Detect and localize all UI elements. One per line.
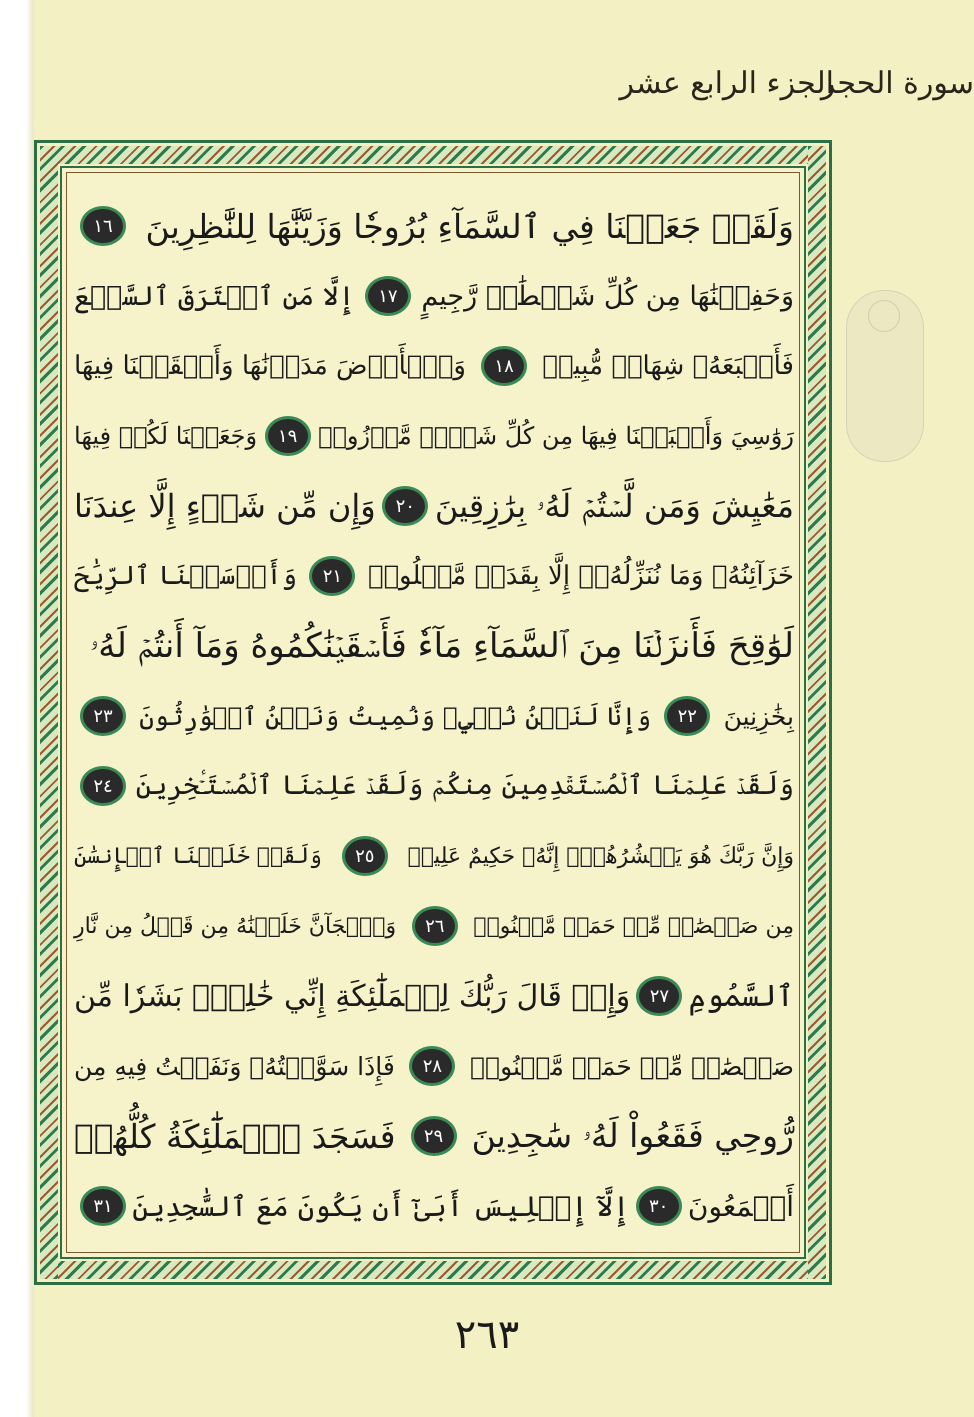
verse-text: لَوَٰقِحَ فَأَنزَلۡنَا مِنَ ٱلسَّمَآءِ مَآءٗ فَأَسۡقَيۡنَٰكُمُوهُ وَمَآ أَنتُمۡ لَهُۥ [89,626,794,666]
verse-text: صَلۡصَٰلٖ مِّنۡ حَمَإٖ مَّسۡنُونٖ [470,1051,794,1081]
verse-line [74,1170,794,1242]
verse-text: فَأَتۡبَعَهُۥ شِهَابٞ مُّبِينٞ [542,351,794,381]
verse-line [74,470,794,542]
verse-text: وَلَقَدۡ جَعَلۡنَا فِي ٱلسَّمَآءِ بُرُوجٗا وَزَيَّنَّٰهَا لِلنَّٰظِرِينَ [145,206,794,246]
verse-text: إِلَّا مَنِ ٱسۡتَرَقَ ٱلسَّمۡعَ [74,280,355,312]
verse-text: فَإِذَا سَوَّيۡتُهُۥ وَنَفَخۡتُ فِيهِ مِن [74,1051,395,1081]
frame-border-left [40,146,58,1279]
ayah-number: ٢٨ [422,1055,443,1077]
ayah-number: ١٦ [93,215,113,237]
verse-line [74,540,794,612]
ayah-number-marker [309,556,355,596]
verse-text: رَوَٰسِيَ وَأَنۢبَتۡنَا فِيهَا مِن كُلِّ شَيۡءٖ مَّوۡزُونٖ [318,422,794,450]
ayah-number: ٢٢ [677,705,697,727]
ayah-number: ١٧ [378,285,398,307]
verse-text: وَجَعَلۡنَا لَكُمۡ فِيهَا [74,422,258,450]
verse-text: إِلَّآ إِبۡلِيسَ أَبَىٰٓ أَن يَكُونَ مَعَ ٱلسَّٰجِدِينَ [132,1189,630,1223]
verse-line [74,1100,794,1172]
verse-text: فَسَجَدَ ٱلۡمَلَٰٓئِكَةُ كُلُّهُمۡ [74,1116,396,1156]
ayah-number: ٢٤ [93,775,113,797]
verse-text: وَلَقَدۡ عَلِمۡنَا ٱلۡمُسۡتَقۡدِمِينَ مِنكُمۡ وَلَقَدۡ عَلِمۡنَا ٱلۡمُسۡتَـٔۡخِرِينَ [135,770,794,801]
verse-text: وَٱلۡأَرۡضَ مَدَدۡنَٰهَا وَأَلۡقَيۡنَا فِيهَا [74,351,466,381]
verse-text: وَإِنَّا لَنَحۡنُ نُحۡيِۦ وَنُمِيتُ وَنَحۡنُ ٱلۡوَٰرِثُونَ [139,701,651,731]
ayah-number: ٣١ [93,1195,113,1217]
verse-text: أَجۡمَعُونَ [687,1189,794,1223]
verse-line [74,330,794,402]
frame-border-top [40,146,826,164]
page-edge [0,0,34,1417]
verse-text: مِن صَلۡصَٰلٖ مِّنۡ حَمَإٖ مَّسۡنُونٖ [473,913,794,939]
page-header [34,60,974,110]
ayah-number: ٢٠ [395,495,415,517]
ayah-number: ٢١ [322,565,343,587]
verse-line [74,960,794,1032]
ayah-number-marker [409,1046,455,1086]
verse-text: رُّوحِي فَقَعُواْ لَهُۥ سَٰجِدِينَ [471,1116,794,1155]
verse-text: وَإِنَّ رَبَّكَ هُوَ يَحۡشُرُهُمۡۚ إِنَّهُۥ حَكِيمٌ عَلِيمٞ [407,843,794,869]
ayah-number-marker [265,416,311,456]
ayah-number: ٢٧ [649,985,670,1007]
verse-line [74,400,794,472]
ayah-number: ٢٩ [423,1125,444,1147]
ayah-number-marker [481,346,527,386]
verse-text: خَزَآئِنُهُۥ وَمَا نُنَزِّلُهُۥٓ إِلَّا بِقَدَرٖ مَّعۡلُومٖ [367,561,794,591]
verse-line [74,190,794,262]
ayah-number: ٢٣ [93,705,113,727]
verse-text: وَإِذۡ قَالَ رَبُّكَ لِلۡمَلَٰٓئِكَةِ إِنِّي خَٰلِقُۢ بَشَرٗا مِّن [74,978,631,1014]
ayah-number-marker [411,1116,457,1156]
ayah-number-marker [342,836,388,876]
verse-line [74,820,794,892]
hizb-marker-top-ornament [868,300,900,332]
ayah-number: ٢٦ [425,915,445,937]
ayah-number-marker [636,1186,682,1226]
ayah-number: ١٩ [277,425,298,447]
verse-text: وَإِن مِّن شَيۡءٍ إِلَّا عِندَنَا [74,487,376,525]
verse-line [74,260,794,332]
verse-line [74,610,794,682]
surah-title: سورة الحجر [820,66,974,101]
verse-text: ٱلسَّمُومِ [688,978,794,1014]
ayah-number-marker [80,1186,126,1226]
ayah-number-marker [80,206,126,246]
ayah-number-marker [365,276,411,316]
verse-line [74,1030,794,1102]
ayah-number-marker [80,766,126,806]
verse-text: بِخَٰزِنِينَ [723,701,794,731]
verse-line [74,890,794,962]
ayah-number: ٣٠ [648,1195,669,1217]
ayah-number-marker [382,486,428,526]
ayah-number-marker [664,696,710,736]
verse-text-area [74,190,794,1250]
verse-text: مَعَٰيِشَ وَمَن لَّسۡتُمۡ لَهُۥ بِرَٰزِقِينَ [434,486,794,525]
ayah-number-marker [80,696,126,736]
ayah-number-marker [636,976,682,1016]
verse-text: وَٱلۡجَآنَّ خَلَقۡنَٰهُ مِن قَبۡلُ مِن نَّارِ [74,913,397,939]
verse-line [74,680,794,752]
verse-text: وَأَرۡسَلۡنَا ٱلرِّيَٰحَ [74,561,298,591]
juz-title: الجزء الرابع عشر [619,66,834,101]
verse-text: وَلَقَدۡ خَلَقۡنَا ٱلۡإِنسَٰنَ [74,843,322,869]
frame-border-right [808,146,826,1279]
ayah-number: ٢٥ [355,845,375,867]
verse-line [74,750,794,822]
ayah-number: ١٨ [494,355,514,377]
frame-border-bottom [40,1261,826,1279]
verse-text: وَحَفِظۡنَٰهَا مِن كُلِّ شَيۡطَٰنٖ رَّجِيمٍ [421,280,794,312]
page-number: ٢٦٣ [454,1312,520,1358]
ayah-number-marker [412,906,458,946]
